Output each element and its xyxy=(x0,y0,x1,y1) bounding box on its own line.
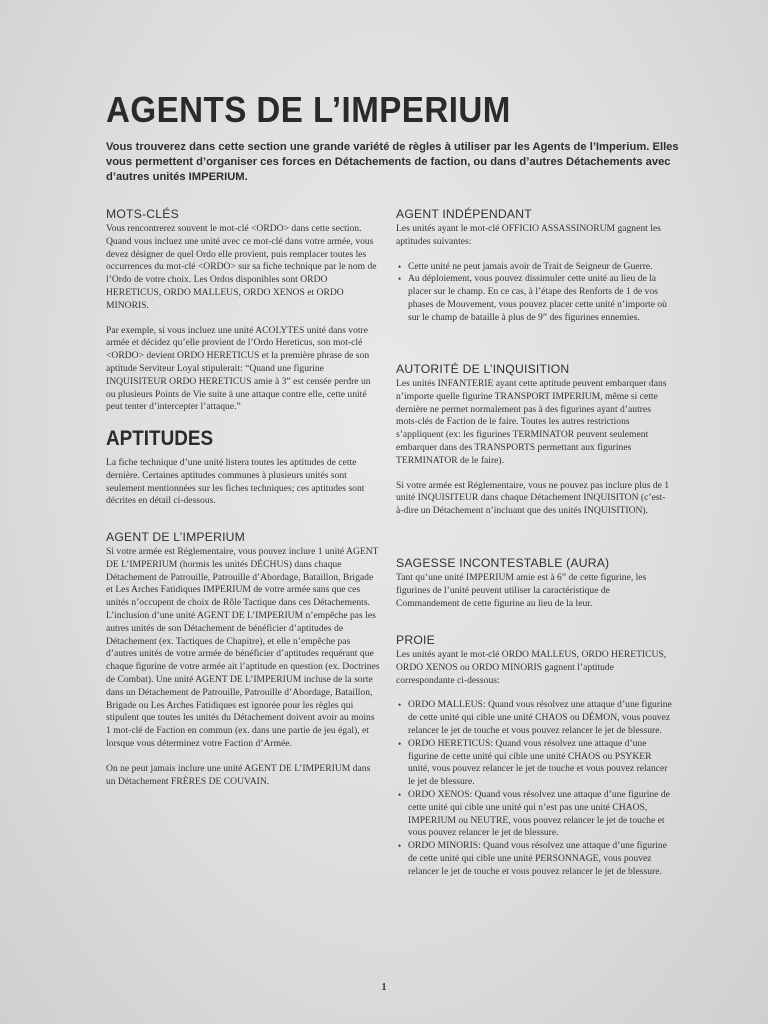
sagesse-paragraph: Tant qu’une unité IMPERIUM amie est à 6” de cette figurine, les figurines de l’unité peuvent utiliser la caractéristique de Commandement de cette figurine au lieu de la leur. xyxy=(396,572,647,609)
agent-imperium-paragraph-2: On ne peut jamais inclure une unité AGENT DE L’IMPERIUM dans un Détachement FRÈRES DE COUVAIN. xyxy=(106,762,371,787)
keywords-heading: MOTS-CLÉS xyxy=(106,207,179,221)
section-agent-independant xyxy=(396,207,672,325)
aptitudes-heading: APTITUDES xyxy=(106,427,214,450)
section-sagesse xyxy=(396,556,672,610)
aptitudes-paragraph: La fiche technique d’une unité listera toutes les aptitudes de cette dernière. Certaines aptitudes communes à plusieurs unités sont seulement mentionnées sur les fiches techniques; ces aptitudes sont décrites en détail ci-dessous. xyxy=(106,457,365,507)
agent-independant-list xyxy=(396,261,672,325)
keywords-paragraph-1: Vous rencontrerez souvent le mot-clé <ORDO> dans cette section. Quand vous incluez une unité avec ce mot-clé dans votre armée, vous devez désigner de quel Ordo elle provient, puis remplacer toutes les occurrences du mot-clé <ORDO> sur sa fiche technique par le nom de l’Ordo de votre choix. Les Ordos disponibles sont ORDO HERETICUS, ORDO MALLEUS, ORDO XENOS et ORDO MINORIS. xyxy=(106,223,377,311)
proie-list xyxy=(396,699,672,878)
autorite-paragraph-2: Si votre armée est Réglementaire, vous ne pouvez pas inclure plus de 1 unité INQUISITEUR dans chaque Détachement INQUISITON (c’est-à-dire un Détachement n’incluant que des unités INQUISITION). xyxy=(396,479,670,517)
section-agent-imperium xyxy=(106,530,381,788)
list-item: • ORDO MINORIS: Quand vous résolvez une attaque d’une figurine de cette unité qui cible une unité PERSONNAGE, vous pouvez relancer le jet de touche et vous pouvez relancer le jet de blessure. xyxy=(408,840,672,878)
agent-independant-paragraph: Les unités ayant le mot-clé OFFICIO ASSASSINORUM gagnent les aptitudes suivantes: xyxy=(396,223,661,247)
agent-imperium-heading: AGENT DE L’IMPERIUM xyxy=(106,530,246,544)
agent-independant-heading: AGENT INDÉPENDANT xyxy=(396,207,532,221)
page-title: AGENTS DE L’IMPERIUM xyxy=(106,89,511,130)
sagesse-heading: SAGESSE INCONTESTABLE (AURA) xyxy=(396,556,610,570)
list-item: • ORDO XENOS: Quand vous résolvez une attaque d’une figurine de cette unité qui cible une unité qui n’est pas une unité CHAOS, IMPERIUM ou NEUTRE, vous pouvez relancer le jet de touche et vous pouvez relancer le jet de blessure. xyxy=(408,789,672,840)
list-item: • Au déploiement, vous pouvez dissimuler cette unité au lieu de la placer sur le champ. En ce cas, à l’étape des Renforts de 1 de vos phases de Mouvement, vous pouvez placer cette unité n’importe où sur le champ de bataille à plus de 9” des figurines ennemies. xyxy=(408,273,672,324)
autorite-paragraph-1: Les unités INFANTERIE ayant cette aptitude peuvent embarquer dans n’importe quelle figurine TRANSPORT IMPERIUM, même si cette dernière ne permet normalement pas à des figurines ayant d’autres mots-clés de Faction de le faire. Toutes les autres restrictions s’appliquent (ex: les figurines TERMINATOR peuvent seulement embarquer dans des TRANSPORTS permettant aux figurines TERMINATOR de le faire). xyxy=(396,378,667,466)
autorite-heading: AUTORITÉ DE L’INQUISITION xyxy=(396,362,570,376)
section-keywords xyxy=(106,207,381,414)
list-item: • ORDO HERETICUS: Quand vous résolvez une attaque d’une figurine de cette unité qui cible une unité CHAOS ou PSYKER unité, vous pouvez relancer le jet de touche et vous pouvez relancer le jet de blessure. xyxy=(408,738,672,789)
intro-paragraph: Vous trouverez dans cette section une grande variété de règles à utiliser par les Agents de l’Imperium. Elles vous permettent d’organiser ces forces en Détachements de faction, ou dans d’autres Détachements avec d’autres unités IMPERIUM. xyxy=(106,141,679,183)
keywords-paragraph-2: Par exemple, si vous incluez une unité ACOLYTES unité dans votre armée et décidez qu’elle provient de l’Ordo Hereticus, son mot-clé <ORDO> devient ORDO HERETICUS et la première phrase de son aptitude Serviteur Loyal stipulerait: “Quand une figurine INQUISITEUR ORDO HERETICUS amie à 3” est censée perdre un ou plusieurs Points de Vie suite à une attaque contre elle, cette unité peut tenter d’intercepter l’attaque.” xyxy=(106,324,371,413)
section-autorite xyxy=(396,362,672,518)
page-number: 1 xyxy=(381,982,387,993)
proie-heading: PROIE xyxy=(396,633,435,647)
list-item: • ORDO MALLEUS: Quand vous résolvez une attaque d’une figurine de cette unité qui cible une unité CHAOS ou DÉMON, vous pouvez relancer le jet de touche et vous pouvez relancer le jet de blessure. xyxy=(408,699,672,737)
proie-paragraph: Les unités ayant le mot-clé ORDO MALLEUS, ORDO HERETICUS, ORDO XENOS ou ORDO MINORIS gagnent l’aptitude correspondante ci-dessous: xyxy=(396,649,667,686)
agent-imperium-paragraph-1: Si votre armée est Réglementaire, vous pouvez inclure 1 unité AGENT DE L’IMPERIUM (hormis les unités DÉCHUS) dans chaque Détachement de Patrouille, Patrouille d’Abordage, Bataillon, Brigade et Les Arches Fatidiques IMPERIUM de votre armée sans que ces unités n’occupent de choix de Rôle Tactique dans ces Détachements. L’inclusion d’une unité AGENT DE L’IMPERIUM n’empêche pas les autres unités de son Détachement de bénéficier d’aptitudes de Détachement (ex. Tactiques de Chapitre), et elle n’empêche pas d’autres unités de votre armée de bénéficier d’aptitudes requérant que chaque figurine de votre armée ait l’aptitude en question (ex. Doctrines de Combat). Une unité AGENT DE L’IMPERIUM incluse de la sorte dans un Détachement de Patrouille, Patrouille d’Abordage, Bataillon, Brigade ou Les Arches Fatidiques est ignorée pour les règles qui stipulent que toutes les unités du Détachement doivent avoir au moins 1 mot-clé de Faction en commun (ex. dans une partie de jeu égal), et lorsque vous déterminez votre Faction d’Armée. xyxy=(106,546,380,749)
list-item: • Cette unité ne peut jamais avoir de Trait de Seigneur de Guerre. xyxy=(408,261,672,274)
section-proie xyxy=(396,633,672,879)
section-aptitudes xyxy=(106,427,381,508)
